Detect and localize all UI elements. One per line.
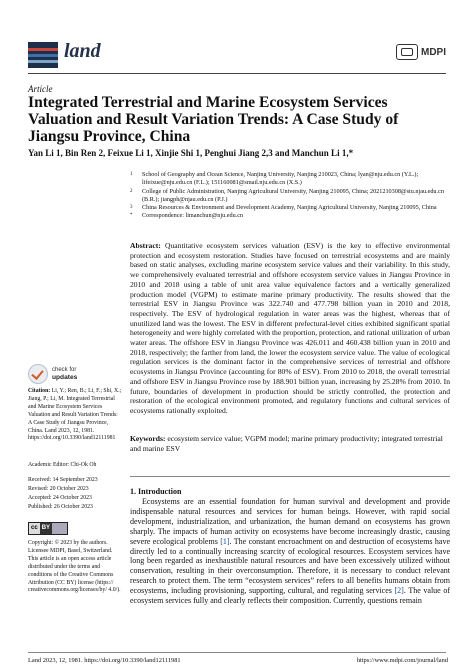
page-footer (28, 657, 448, 664)
cc-by-badge[interactable] (28, 522, 68, 535)
cc-icon: cc (29, 523, 40, 534)
journal-name[interactable]: land (64, 40, 101, 62)
correspondence: * Correspondence: limanchun@nju.edu.cn (130, 212, 244, 220)
publisher-name: MDPI (421, 46, 446, 58)
affiliation: 1 School of Geography and Ocean Science, Nanjing University, Nanjing 210023, China; lyan@nju.edu.cn (Y.L.); lifeixue@nju.edu.cn (F.L.); 151160081@smail.nju.edu.cn (X.S.) (130, 171, 419, 187)
keywords (130, 434, 450, 453)
abstract-text: Quantitative ecosystem services valuation (ESV) is the key to effective environmental protection and ecosystem restoration. Studies have focused on terrestrial ecosystems and are mainly based on static analyses, excluding marine ecosystem service values and their variability. In this study, we comprehensively evaluated terrestrial and offshore ecosystem service values in Jiangsu Province in 2010 and 2018 using a table of unit area value equivalence factors and a vertically generalized production model (VGPM) to estimate marine primary productivity. The results showed that the terrestrial ESV in Jiangsu Province was 322.740 and 477.798 billion yuan in 2010 and 2018, respectively. The ESV of hydrological regulation in water areas was the highest, whereas that of unutilized land was the lowest. The ESV in different prefectural-level cities exhibited significant spatial heterogeneity and were highly correlated with the proportion, protection, and rational utilization of urban water areas. The offshore ESV in Jiangsu Province was 426.011 and 460.438 billion yuan in 2010 and 2018, respectively; the farther from land, the lower the ecosystem service value. The value of ecological regulation services is the dominant factor in the comprehensive services of terrestrial and offshore ecosystems in Jiangsu Province (accounting for 80% of ESV). From 2010 to 2018, the overall terrestrial and offshore ESV in Jiangsu Province rose by 188.901 billion yuan, increasing by 25.28% from 2010. In future, boundaries of development in production should be strictly controlled, the protection and restoration of the ecological environment promoted, and regulatory functions and cultural services of ecosystems rationally exploited. (130, 241, 451, 415)
citation-link[interactable]: [2] (394, 586, 404, 596)
header-rule (28, 73, 446, 74)
check-subtitle: updates (52, 374, 78, 381)
check-title: check for (52, 367, 77, 373)
check-updates-icon (28, 364, 48, 384)
by-icon: BY (40, 523, 52, 534)
received-date: Received: 14 September 2023 (28, 477, 98, 483)
affiliations (130, 171, 450, 221)
article-title: Integrated Terrestrial and Marine Ecosystem Services Valuation and Result Variation Trends: A Case Study of Jiangsu Province, China (28, 94, 399, 145)
keywords-rule (130, 476, 450, 477)
publisher-logo[interactable] (396, 44, 446, 60)
accepted-date: Accepted: 24 October 2023 (28, 495, 92, 501)
citation-link[interactable]: [1] (220, 536, 230, 546)
footer-rule (28, 652, 446, 653)
affiliation: 2 College of Public Administration, Nanjing Agricultural University, Nanjing 210095, China; 2021210308@stu.njau.edu.cn (B.R.); jiangph@njau.edu.cn (P.J.) (130, 187, 444, 203)
keywords-label: Keywords: (130, 434, 166, 443)
author-list: Yan Li 1, Bin Ren 2, Feixue Li 1, Xinjie Shi 1, Penghui Jiang 2,3 and Manchun Li 1,* (28, 148, 354, 158)
abstract-label: Abstract: (130, 241, 161, 250)
mdpi-icon (396, 44, 418, 60)
section-heading: 1. Introduction (130, 487, 182, 496)
abstract (130, 241, 450, 416)
check-for-updates[interactable] (28, 364, 77, 384)
copyright-notice: Copyright: © 2023 by the authors. Licensee MDPI, Basel, Switzerland. This article is an open access article distributed under the terms and conditions of the Creative Commons Attribution (CC BY) license (https:// creativecommons.org/licenses/by/ 4.0/). (28, 540, 121, 594)
footer-journal-url[interactable]: https://www.mdpi.com/journal/land (356, 657, 448, 664)
keywords-text: ecosystem service value; VGPM model; marine primary productivity; integrated terrestrial and marine ESV (130, 434, 443, 453)
revised-date: Revised: 20 October 2023 (28, 486, 89, 492)
paragraph: Ecosystems are an essential foundation for human survival and development and provide indispensable natural resources and services for human beings. However, with rapid social development, industrialization, and urbanization, the human demand on ecosystems has grown sharply. The impacts of human activity on ecosystems have become increasingly drastic, causing severe ecological problems [1]. The constant encroachment on and destruction of ecosystems have directly led to a continually increasing scarcity of ecological resources. Ecosystem services have long been regarded as inexhaustible natural resources and have been excessively utilized without conservation, resulting in their overconsumption. Therefore, it is necessary to conduct relevant research to protect them. The term “ecosystem services” refers to all benefits humans obtain from ecosystems, including provisioning, supporting, cultural, and regulating services [2]. The value of ecosystem services fully and clearly reflects their composition. Currently, questions remain (130, 497, 451, 606)
affiliation: 3 China Resources & Environment and Development Academy, Nanjing Agricultural University, Nanjing 210095, China (130, 204, 437, 212)
introduction-text (130, 497, 450, 606)
academic-editor: Academic Editor: Chi-Ok Oh (28, 462, 97, 468)
footer-citation[interactable]: Land 2023, 12, 1981. https://doi.org/10.3390/land12111981 (28, 657, 181, 664)
citation: Citation: Li, Y.; Ren, B.; Li, F.; Shi, X.; Jiang, P.; Li, M. Integrated Terrestrial and Marine Ecosystem Services Valuation and Result Variation Trends: A Case Study of Jiangsu Province, China. Land 2023, 12, 1981. https://doi.org/10.3390/land12111981 (28, 388, 122, 442)
journal-logo (28, 42, 58, 68)
article-type: Article (28, 84, 53, 94)
published-date: Published: 26 October 2023 (28, 504, 93, 510)
